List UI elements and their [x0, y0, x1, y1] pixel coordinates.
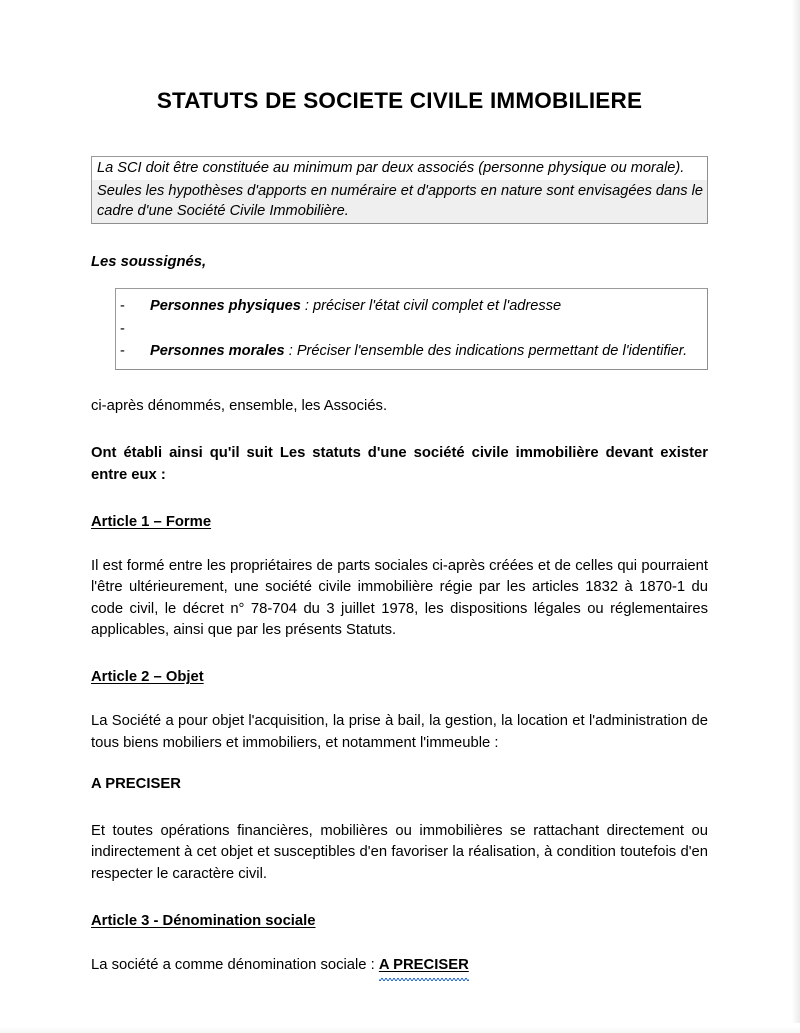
preamble-paragraph: Ont établi ainsi qu'il suit Les statuts d'une société civile immobilière devant exister entre eux :	[91, 445, 708, 483]
article-3-placeholder: A PRECISER	[378, 957, 469, 974]
soussignes-label: Les soussignés,	[91, 254, 207, 271]
list-item-text	[150, 296, 703, 317]
article-1-heading	[91, 514, 708, 530]
page-edge-right	[788, 0, 800, 1033]
list-item-text	[150, 341, 703, 362]
article-2-body: La Société a pour objet l'acquisition, la prise à bail, la gestion, la location et l'administration de tous biens mobiliers et immobiliers, et notamment l'immeuble :	[91, 713, 708, 751]
list-item-empty	[116, 319, 707, 340]
bullet-dash-icon: -	[120, 298, 125, 315]
article-3-heading-text: Article 3 - Dénomination sociale	[91, 913, 316, 930]
article-1-heading-text: Article 1 – Forme	[91, 514, 212, 531]
document-content	[91, 0, 708, 991]
spellcheck-underline	[379, 955, 469, 976]
article-2-body-2: Et toutes opérations financières, mobilières ou immobilières se rattachant directement ou indirectement à cet objet et susceptibles d'en favoriser la réalisation, à condition toutefois d'en respecter le caractère civil.	[91, 823, 708, 882]
article-2-heading	[91, 669, 708, 685]
callout-paragraph-2: Seules les hypothèses d'apports en numéraire et d'apports en nature sont envisagées dans le cadre d'une Société Civile Immobilière.	[92, 180, 707, 223]
party-list-box	[115, 288, 708, 370]
article-2-placeholder: A PRECISER	[91, 775, 181, 792]
article-3-body-prefix: La société a comme dénomination sociale :	[91, 957, 379, 974]
bullet-dash-icon: -	[120, 343, 125, 360]
article-3-body	[91, 955, 708, 976]
list-item-term: Personnes physiques	[150, 298, 301, 315]
list-item	[116, 294, 707, 319]
page-edge-bottom	[0, 1023, 800, 1033]
list-item-description: : Préciser l'ensemble des indications permettant de l'identifier.	[284, 343, 688, 360]
article-2-heading-text: Article 2 – Objet	[91, 669, 204, 686]
article-1-body: Il est formé entre les propriétaires de parts sociales ci-après créées et de celles qui pourraient l'être ultérieurement, une société civile immobilière régie par les articles 1832 à 1870-1 du code civil, le décret n° 78-704 du 3 juillet 1978, les dispositions légales ou réglementaires applicables, ainsi que par les présents Statuts.	[91, 558, 708, 638]
list-item-description: : préciser l'état civil complet et l'adresse	[300, 298, 562, 315]
page-title: STATUTS DE SOCIETE CIVILE IMMOBILIERE	[156, 88, 643, 113]
callout-paragraph-1: La SCI doit être constituée au minimum par deux associés (personne physique ou morale).	[97, 159, 685, 176]
after-list-paragraph: ci-après dénommés, ensemble, les Associés.	[91, 398, 388, 415]
list-item-term: Personnes morales	[150, 343, 285, 360]
callout-box	[91, 156, 708, 224]
article-3-heading	[91, 913, 708, 929]
bullet-dash-icon: -	[120, 320, 125, 337]
list-item	[116, 339, 707, 364]
